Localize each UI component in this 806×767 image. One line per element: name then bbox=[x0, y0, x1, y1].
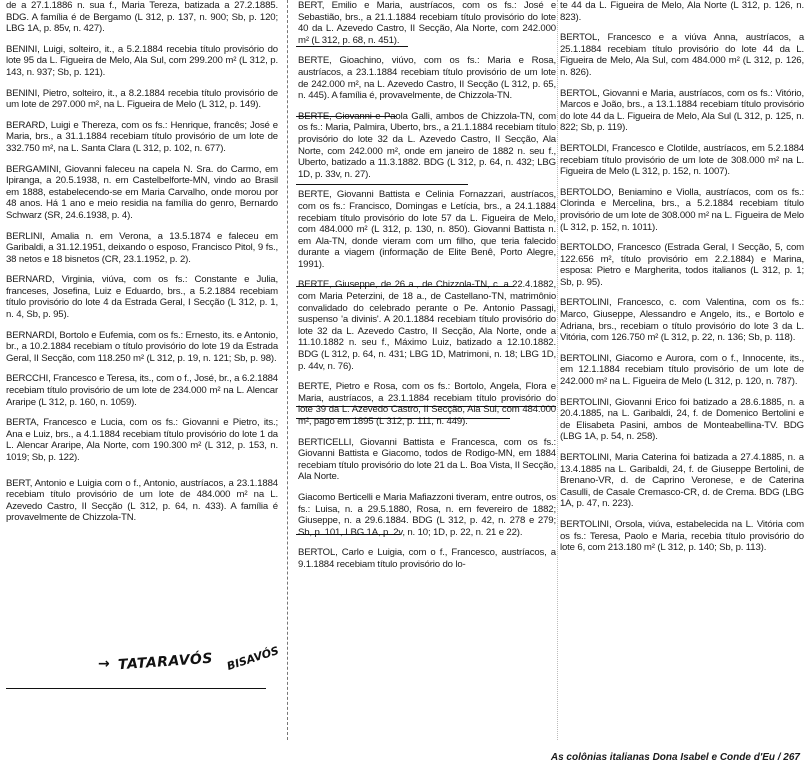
entry-berte-giovanni-battista: BERTE, Giovanni Battista e Celinia Fornazzari, austríacos, com os fs.: Francisco, Domingas e Letícia, brs., a 24.1.1884 recebiam título provisório do lote 57 da L. Figueira de Melo, com 484.000 m² (L 312, p. 130, n. 850). Giovanni Battista n. em Ala-TN, donde vieram com um filho, que teria falecido durante a viagem (informação de Elite Benê, Porto Alegre, 1991). bbox=[298, 189, 556, 270]
entry-bertol-giovanni: BERTOL, Giovanni e Maria, austríacos, com os fs.: Vitório, Marcos e João, brs., a 13.1.1884 recebiam título provisório do lote 44 da L. Figueira de Melo, Ala Sul (L 312, p. 125, n. 822; Sb, p. 119). bbox=[560, 87, 804, 134]
entry-bercchi: BERCCHI, Francesco e Teresa, its., com o f., José, br., a 6.2.1884 recebiam título provisório de um lote de 234.000 m² na L. Alencar Araripe (L 312, p. 160, n. 1059). bbox=[6, 373, 278, 408]
entry-bertoldo-beniamino: BERTOLDO, Beniamino e Violla, austríacos, com os fs.: Clorinda e Mercelina, brs., a 5.2.1884 recebiam título provisório de um lote de 308.000 m² na L. Figueira de Melo (L 312, p. 152, n. 1011). bbox=[560, 186, 804, 233]
underline-berte-giuseppe bbox=[296, 406, 556, 407]
underline-berte-pietro bbox=[296, 534, 400, 535]
entry-bertol-carlo: BERTOL, Carlo e Luigia, com o f., Francesco, austríacos, a 9.1.1884 recebiam título provisório do lo- bbox=[298, 547, 556, 570]
column-divider-left bbox=[287, 0, 288, 740]
entry-bert-antonio: BERT, Antonio e Luigia com o f., Antonio, austríacos, a 23.1.1884 recebiam título provisório de um lote de 484.000 m² na L. Azevedo Castro, II Secção (L 312, p. 64, n. 433). A família é provavelmente de Chizzola-TN. bbox=[6, 477, 278, 524]
entry-berte-giovanni: BERTE, Giovanni e Paola Galli, ambos de Chizzola-TN, com os fs.: Maria, Palmira, Uberto, brs., a 21.1.1884 recebiam título provisório do lote 32 da L. Azevedo Castro, II Secção, Ala Norte, com 242.000 m², onde em janeiro de 1882 n. seu f., Uberto, batizado a 11.3.1882. BDG (L 312, p. 64, n. 432; LBG 1D, p. 33v, n. 27). bbox=[298, 110, 556, 180]
entry-berta-continued: de a 27.1.1886 n. sua f., Maria Tereza, batizada a 27.2.1885. BDG. A família é de Bergamo (L 312, p. 137, n. 900; Sb, p. 120; LBG 1A, p. 85v, n. 427). bbox=[6, 0, 278, 35]
column-divider-right bbox=[557, 0, 558, 740]
entry-bertoldo-francesco: BERTOLDO, Francesco (Estrada Geral, I Secção, 5, com 122.656 m², título provisório em 2.2.1884) e Marina, esposa: Pietro e Margherita, todos italianos (L 312, p. 1; Sb, p. 95). bbox=[560, 242, 804, 288]
entry-berte-pietro: BERTE, Pietro e Rosa, com os fs.: Bortolo, Angela, Flora e Maria, austríacos, a 23.1.1884 recebiam título provisório do lote 39 da L. Azevedo Castro, II Secção, Ala Sul, com 484.000 m², pago em 1895 (L 312, p. 111, n. 449). bbox=[298, 381, 556, 427]
handwritten-arrow: → bbox=[98, 656, 110, 672]
entry-bernard: BERNARD, Virginia, viúva, com os fs.: Constante e Julia, franceses, Josefina, Luiz e Eduardo, brs., a 5.2.1884 recebiam título provisório do lote 4 da Estrada Geral, I Secção (L 312, p. 1, n. 4, Sb, p. 95). bbox=[6, 274, 278, 321]
text-column-left bbox=[6, 0, 278, 533]
underline-bert-antonio bbox=[6, 688, 266, 689]
handwritten-note-tataravos: TATARAVÓS bbox=[117, 650, 214, 674]
entry-berticelli-giacomo: Giacomo Berticelli e Maria Mafiazzoni tiveram, entre outros, os fs.: Luisa, n. a 29.5.1880, Rosa, n. em fevereiro de 1882; Giuseppe, n. a 29.6.1884. BDG (L 312, p. 42, n. 278 e 279; Sb, p. 101, LBG 1A, p. 2v, n. 10; 1D, p. 22, n. 21 e 22). bbox=[298, 491, 556, 538]
entry-berticelli-giovanni: BERTICELLI, Giovanni Battista e Francesca, com os fs.: Giovanni Battista e Giacomo, todos de Rodigo-MN, em 1884 recebiam título provisório do lote 21 da L. Boa Vista, II Secção, Ala Norte. bbox=[298, 436, 556, 483]
page-footer: As colônias italianas Dona Isabel e Conde d'Eu / 267 bbox=[550, 752, 800, 763]
handwritten-note-bisavos: BISAVÓS bbox=[225, 644, 281, 673]
entry-bertolini-orsola: BERTOLINI, Orsola, viúva, estabelecida na L. Vitória com os fs.: Teresa, Paolo e Maria, recebia título provisório do lote 6, com 213.180 m² (L 312, p. 140; Sb, p. 113). bbox=[560, 518, 804, 554]
entry-bertolini-giovanni: BERTOLINI, Giovanni Erico foi batizado a 28.6.1885, n. a 20.4.1885, na L. Garibaldi, 24, f. de Domenico Bertolini e de Elisabeta Pasini, ambos de Monteabellina-TV. BDG (LBG 1A, p. 54, n. 258). bbox=[560, 396, 804, 443]
entry-berte-giuseppe: BERTE, Giuseppe, de 26 a., de Chizzola-TN, c. a 22.4.1882, com Maria Peterzini, de 18 a., de Castellano-TN, matrimônio convalidado do celebrado perante o Pe. Antonio Passagi, suspenso 'a divinis'. A 20.1.1884 recebiam título provisório do lote 32 da L. Azevedo Castro, II Secção, Ala Norte, onde a 11.10.1882 n. seu f., Máximo Luiz, batizado a 12.10.1882. BDG (L 312, p. 64, n. 431; LBG 1D, Matrimoni, n. 18; LBG 1D, p. 44v, n. 76). bbox=[298, 279, 556, 372]
text-column-right bbox=[560, 0, 804, 563]
entry-bertol-continued: te 44 da L. Figueira de Melo, Ala Norte (L 312, p. 126, n. 823). bbox=[560, 0, 804, 23]
entry-berlini: BERLINI, Amalia n. em Verona, a 13.5.1874 e faleceu em Garibaldi, a 31.12.1951, deixando o esposo, Francisco Pitol, 9 fs., 38 netos e 18 bisnetos (CR, 23.1.1952, p. 2). bbox=[6, 230, 278, 265]
text-column-middle bbox=[298, 0, 556, 580]
underline-berte-giuseppe-2 bbox=[296, 418, 510, 419]
entry-bertolini-francesco: BERTOLINI, Francesco, c. com Valentina, com os fs.: Marco, Giuseppe, Alessandro e Angelo, its., e Bortolo e Adriana, brs., recebiam o título provisório do lote 3 da L. Vitória, com 126.750 m² (L 312, p. 22, n. 136; Sb, p. 118). bbox=[560, 297, 804, 344]
entry-bertolini-maria: BERTOLINI, Maria Caterina foi batizada a 27.4.1885, n. a 13.4.1885 na L. Garibaldi, 24, f. de Giuseppe Bertolini, de Brenano-VR, d. de Caprino Veronese, e de Caterina Casulli, de Casale Cremasco-CR, d. de Crema. BDG (LBG 1A, p. 47, n. 223). bbox=[560, 452, 804, 510]
underline-bert-emilio bbox=[296, 46, 408, 47]
entry-berte-gioachino: BERTE, Gioachino, viúvo, com os fs.: Maria e Rosa, austríacos, a 23.1.1884 recebiam título provisório de um lote de 242.000 m², na L. Azevedo Castro, II Secção (L 312, p. 65, n. 445). A família é, provavelmente, de Chizzola-TN. bbox=[298, 55, 556, 102]
entry-benini-luigi: BENINI, Luigi, solteiro, it., a 5.2.1884 recebia título provisório do lote 95 da L. Figueira de Melo, Ala Sul, com 299.200 m² (L 312, p. 143, n. 937; Sb, p. 121). bbox=[6, 43, 278, 78]
entry-bert-emilio: BERT, Emilio e Maria, austríacos, com os fs.: José e Sebastião, brs., a 21.1.1884 recebiam título provisório do lote 40 da L. Azevedo Castro, II Secção, Ala Norte, com 242.000 m² (L 312, p. 68, n. 451). bbox=[298, 0, 556, 46]
entry-bertol-francesco: BERTOL, Francesco e a viúva Anna, austríacos, a 25.1.1884 recebiam título provisório do lote 44 da L. Figueira de Melo, Ala Sul, com 484.000 m² (L 312, p. 126, n. 826). bbox=[560, 32, 804, 78]
underline-berte-gioachino bbox=[296, 116, 396, 117]
entry-bernardi: BERNARDI, Bortolo e Eufemia, com os fs.: Ernesto, its. e Antonio, br., a 10.2.1884 recebiam o título provisório do lote 19 da Estrada Geral, II Secção, com 118.250 m² (L 312, p. 19, n. 121; Sb, p. 98). bbox=[6, 329, 278, 364]
entry-berard: BERARD, Luigi e Thereza, com os fs.: Henrique, francês; José e Maria, brs., a 31.1.1884 recebiam título provisório de um lote de 332.750 m², na L. Santa Clara (L 312, p. 102, n. 677). bbox=[6, 119, 278, 154]
entry-benini-pietro: BENINI, Pietro, solteiro, it., a 8.2.1884 recebia título provisório de um lote de 297.000 m², na L. Figueira de Melo (L 312, p. 149). bbox=[6, 87, 278, 111]
entry-bergamini: BERGAMINI, Giovanni faleceu na capela N. Sra. do Carmo, em Ipiranga, a 20.5.1938, n. em Castelbelforte-MN, vindo ao Brasil em 1888, estabelecendo-se em Maria Carvalho, onde morou por 48 anos. Há 1 ano e meio residia na família do genro, Bernardo Schwarz (SR, 24.6.1938, p. 4). bbox=[6, 163, 278, 221]
underline-berte-giovanni-battista bbox=[296, 286, 514, 287]
entry-bertoldi-francesco: BERTOLDI, Francesco e Clotilde, austríacos, em 5.2.1884 recebiam título provisório de um lote de 308.000 m² na L. Figueira de Melo (L 312, p. 152, n. 1007). bbox=[560, 142, 804, 178]
entry-bertolini-giacomo: BERTOLINI, Giacomo e Aurora, com o f., Innocente, its., em 12.1.1884 recebiam título provisório de um lote de 242.000 m² na L. Figueira de Melo (L 312, p. 120, n. 787). bbox=[560, 352, 804, 388]
entry-berta-francesco: BERTA, Francesco e Lucia, com os fs.: Giovanni e Pietro, its.; Ana e Luiz, brs., a 4.1.1884 recebiam título provisório do lote 1 da L. Alencar Araripe, Ala Norte, com 190.300 m² (L 312, p. 153, n. 1019; Sb, p. 122). bbox=[6, 417, 278, 463]
underline-berte-giovanni bbox=[296, 184, 468, 185]
